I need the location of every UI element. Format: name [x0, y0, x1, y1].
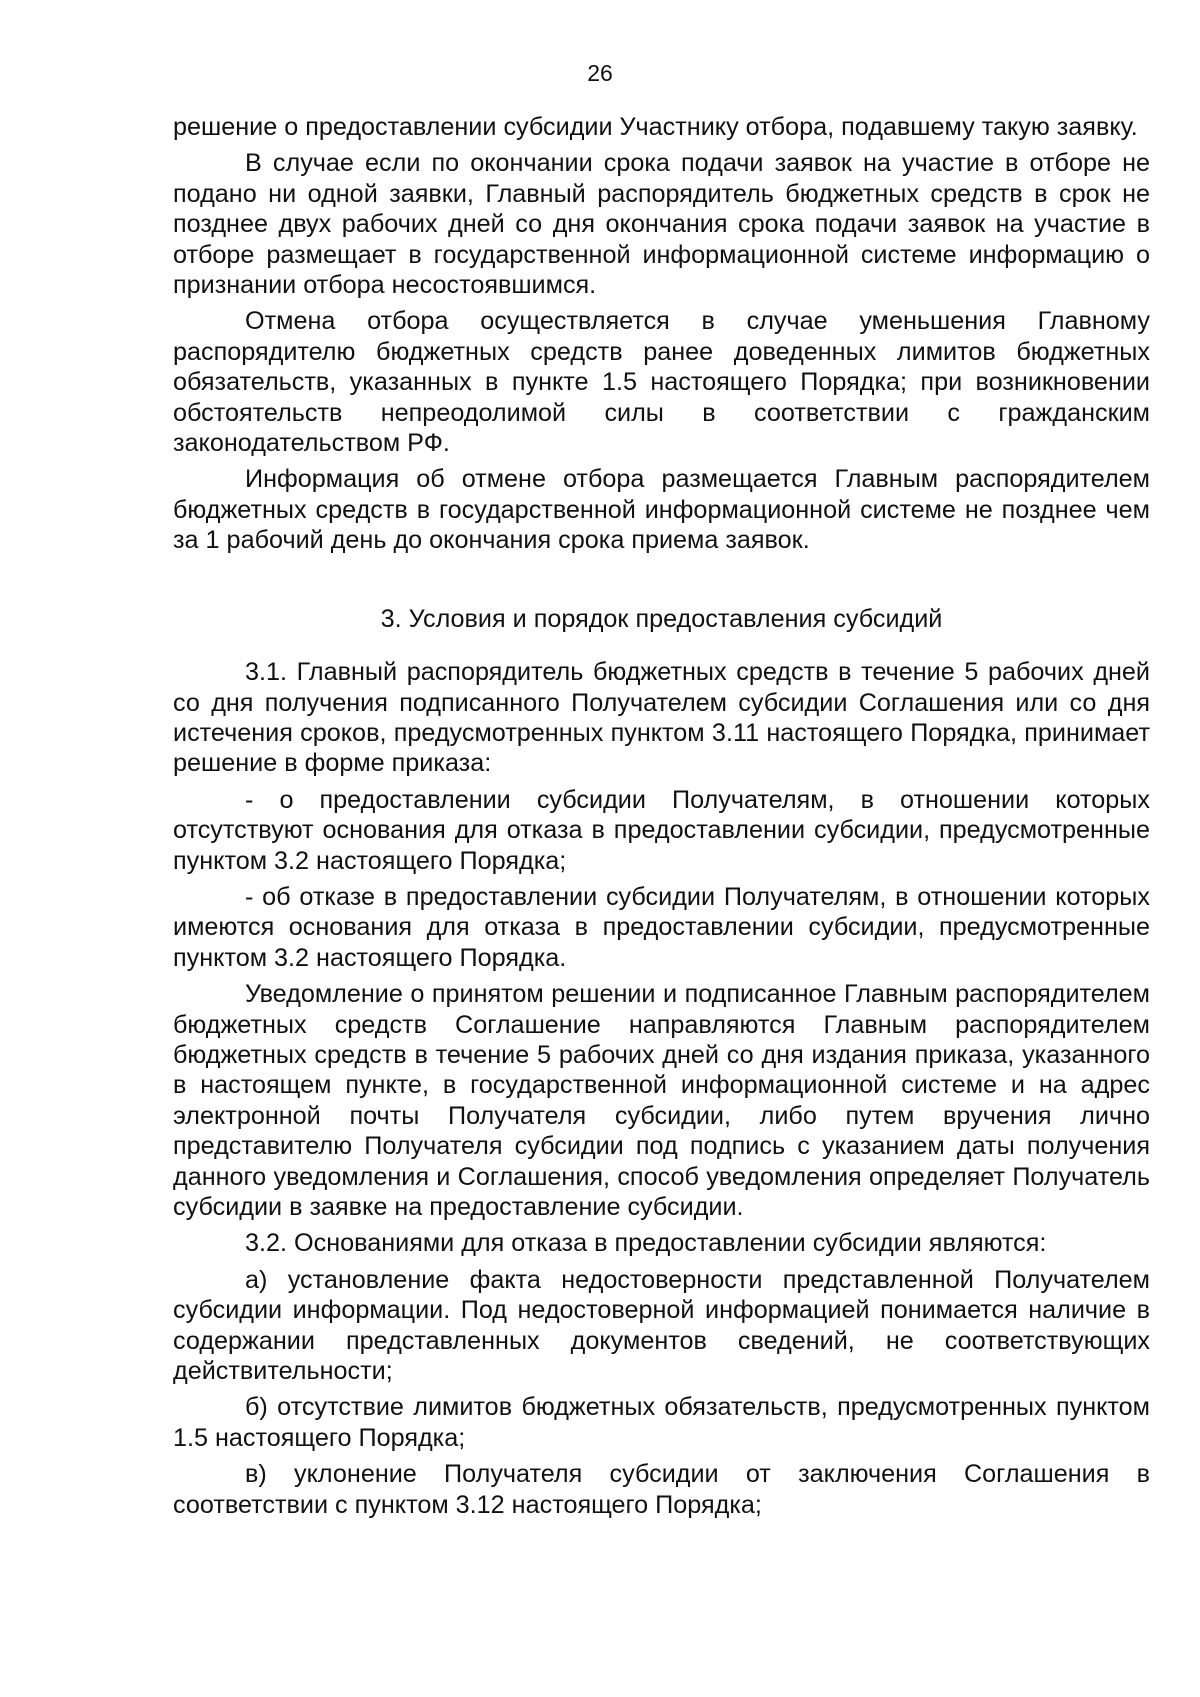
paragraph-no-applications: В случае если по окончании срока подачи заявок на участие в отборе не подано ни одной заявки, Главный распорядитель бюджетных средств в срок не позднее двух рабочих дней со дня окончания срока подачи заявок на участие в отборе размещает в государственной информационной системе информацию о признании отбора несостоявшимся.: [173, 149, 1150, 300]
paragraph-3-1: 3.1. Главный распорядитель бюджетных средств в течение 5 рабочих дней со дня получения подписанного Получателем субсидии Соглашения или со дня истечения сроков, предусмотренных пунктом 3.11 настоящего Порядка, принимает решение в форме приказа:: [173, 658, 1150, 778]
paragraph-notification: Уведомление о принятом решении и подписанное Главным распорядителем бюджетных средств Соглашение направляются Главным распорядителем бюджетных средств в течение 5 рабочих дней со дня издания приказа, указанного в настоящем пункте, в государственной информационной системе и на адрес электронной почты Получателя субсидии, либо путем вручения лично представителю Получателя субсидии под подпись с указанием даты получения данного уведомления и Соглашения, способ уведомления определяет Получатель субсидии в заявке на предоставление субсидии.: [173, 980, 1150, 1221]
paragraph-selection-cancellation: Отмена отбора осуществляется в случае уменьшения Главному распорядителю бюджетных средств ранее доведенных лимитов бюджетных обязательств, указанных в пункте 1.5 настоящего Порядка; при возникновении обстоятельств непреодолимой силы в соответствии с гражданским законодательством РФ.: [173, 307, 1150, 458]
page-number: 26: [587, 60, 613, 86]
list-item-refusal-decision: - об отказе в предоставлении субсидии Получателям, в отношении которых имеются основания для отказа в предоставлении субсидии, предусмотренные пунктом 3.2 настоящего Порядка.: [173, 882, 1150, 972]
list-item-c: в) уклонение Получателя субсидии от заключения Соглашения в соответствии с пунктом 3.12 настоящего Порядка;: [173, 1460, 1150, 1519]
paragraph-continuation: решение о предоставлении субсидии Участнику отбора, подавшему такую заявку.: [173, 113, 1138, 141]
list-item-b: б) отсутствие лимитов бюджетных обязательств, предусмотренных пунктом 1.5 настоящего Порядка;: [173, 1393, 1150, 1452]
paragraph-3-2: 3.2. Основаниями для отказа в предоставлении субсидии являются:: [245, 1229, 1047, 1258]
list-item-grant-decision: - о предоставлении субсидии Получателям, в отношении которых отсутствуют основания для отказа в предоставлении субсидии, предусмотренные пунктом 3.2 настоящего Порядка;: [173, 785, 1150, 875]
paragraph-cancellation-notice: Информация об отмене отбора размещается Главным распорядителем бюджетных средств в государственной информационной системе не позднее чем за 1 рабочий день до окончания срока приема заявок.: [173, 465, 1150, 555]
section-heading: 3. Условия и порядок предоставления субсидий: [380, 604, 943, 633]
list-item-a: а) установление факта недостоверности представленной Получателем субсидии информации. Под недостоверной информацией понимается наличие в содержании представленных документов сведений, не соответствующих действительности;: [173, 1265, 1150, 1386]
document-body: [173, 112, 1150, 1526]
